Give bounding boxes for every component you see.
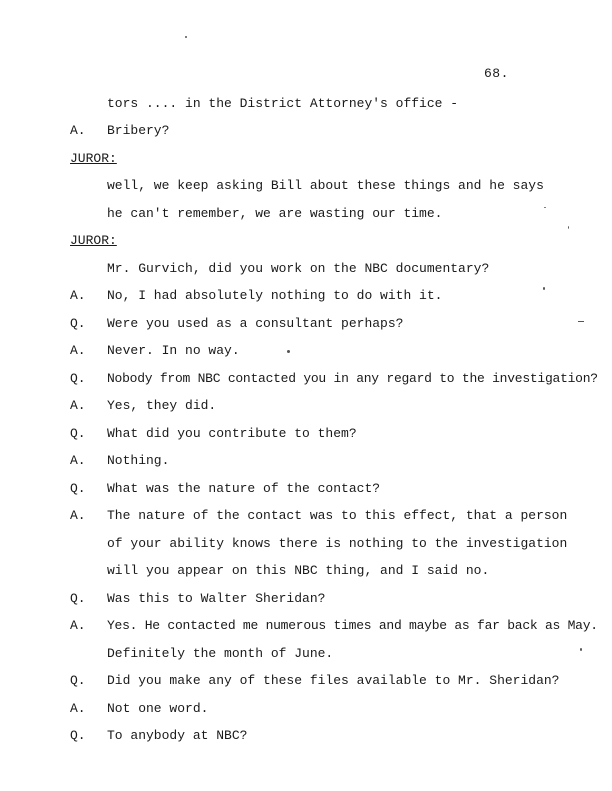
scan-speck bbox=[543, 287, 545, 290]
line-label: A. bbox=[70, 508, 86, 523]
line-label: A. bbox=[70, 453, 86, 468]
scan-speck bbox=[544, 207, 546, 208]
line-text: tors .... in the District Attorney's office - bbox=[107, 96, 459, 111]
line-label: Q. bbox=[70, 673, 86, 688]
line-text: Did you make any of these files available to Mr. Sheridan? bbox=[107, 673, 560, 688]
scan-speck bbox=[568, 226, 569, 229]
line-text: What did you contribute to them? bbox=[107, 426, 357, 441]
line-text: Not one word. bbox=[107, 701, 209, 716]
line-text: Was this to Walter Sheridan? bbox=[107, 591, 326, 606]
scan-speck bbox=[580, 648, 582, 651]
scan-speck bbox=[578, 321, 584, 322]
line-label: Q. bbox=[70, 316, 86, 331]
line-label: Q. bbox=[70, 426, 86, 441]
line-text: Never. In no way. bbox=[107, 343, 240, 358]
scan-speck bbox=[185, 36, 187, 38]
line-text: Yes. He contacted me numerous times and maybe as far back as May. bbox=[107, 618, 598, 633]
line-text: No, I had absolutely nothing to do with it. bbox=[107, 288, 443, 303]
line-label: Q. bbox=[70, 371, 86, 386]
speaker-label: JUROR: bbox=[70, 151, 117, 166]
line-label: Q. bbox=[70, 728, 86, 743]
line-label: A. bbox=[70, 701, 86, 716]
line-text: will you appear on this NBC thing, and I said no. bbox=[107, 563, 490, 578]
line-text: To anybody at NBC? bbox=[107, 728, 248, 743]
line-text: Yes, they did. bbox=[107, 398, 217, 413]
line-label: A. bbox=[70, 123, 86, 138]
line-text: Nothing. bbox=[107, 453, 170, 468]
line-text: Were you used as a consultant perhaps? bbox=[107, 316, 404, 331]
line-label: A. bbox=[70, 343, 86, 358]
line-text: Nobody from NBC contacted you in any regard to the investigation? bbox=[107, 371, 598, 386]
page-number: 68. bbox=[484, 66, 509, 81]
line-text: What was the nature of the contact? bbox=[107, 481, 381, 496]
line-label: A. bbox=[70, 398, 86, 413]
line-text: he can't remember, we are wasting our time. bbox=[107, 206, 443, 221]
speaker-label: JUROR: bbox=[70, 233, 117, 248]
line-label: A. bbox=[70, 288, 86, 303]
line-text: Bribery? bbox=[107, 123, 170, 138]
scan-speck bbox=[287, 350, 290, 353]
line-label: Q. bbox=[70, 481, 86, 496]
line-text: well, we keep asking Bill about these things and he says bbox=[107, 178, 544, 193]
line-text: Definitely the month of June. bbox=[107, 646, 334, 661]
line-label: Q. bbox=[70, 591, 86, 606]
line-text: of your ability knows there is nothing to the investigation bbox=[107, 536, 568, 551]
line-text: The nature of the contact was to this effect, that a person bbox=[107, 508, 568, 523]
line-label: A. bbox=[70, 618, 86, 633]
line-text: Mr. Gurvich, did you work on the NBC documentary? bbox=[107, 261, 490, 276]
